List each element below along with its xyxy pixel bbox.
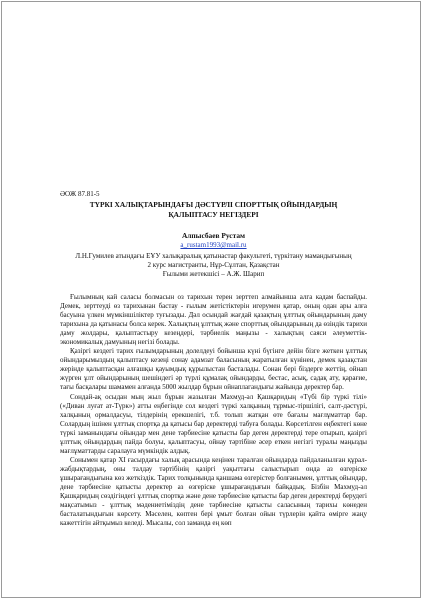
supervisor-line: Ғылыми жетекшісі – А.Ж. Шарип bbox=[162, 270, 265, 278]
author-email-link[interactable]: a_rustam1993@mail.ru bbox=[180, 241, 247, 249]
author-name: Алпысбаев Рустам bbox=[181, 231, 246, 240]
title-line-2: ҚАЛЫПТАСУ НЕГІЗДЕРІ bbox=[168, 209, 259, 219]
affiliation-line-1: Л.Н.Гумилев атындағы ЕҰУ халықаралық қатынастар факультеті, түркітану мамандығының bbox=[75, 252, 352, 260]
body-paragraph-1: Ғылымның кай саласы болмасын оз тарихын терен зерттеп алмайынша алга кадам баспайды. Демек, зерттеуді өз тарихынан бастау - ғылым жетістіктерін игерумен қатар, оның одан ары алға басуына үлкен мүмкіншіліктер туғызады. Дәл осындай жағдай қазақтың ұлттық ойындарының даму тарихына да қатынасы болса керек. Халықтың ұлттық және спорттық ойындарының да өзіндік тарихи даму жолдары, қалыптастыру кезеңдері, тәрбиелік маңызы - халықтың саяси әлеуметтік-экономикалық дамуының негізі болады. bbox=[60, 293, 367, 347]
body-paragraph-3: Сондай-ақ осыдан мың жыл бұрын жазылған Махмуд-әл Қашқаридың «Түбі бір түркі тілі» («Диван луғат ат-Түрк») атты еңбегінде сол кездегі түркі халқының тұрмыс-тіршілігі, салт-дәстүрі, халқының ормалдасуы, тілдерінің ерекшелігі, т.б. толып жатқан өте бағалы мағлұматтар бар. Солардың ішінен ұлттық спортқа да қатысы бар деректерді табуға болады. Көрсетілген еңбектегі көне түркі заманындағы ойындар мен дене тәрбиесіне қатысты бар деген деректерді тере отырып, қазіргі ұлттық ойындардың пайда болуы, қалыптасуы, ойнау тәртібіне әсер еткен негізгі туралы маңызды мағлұматтарды саралауға мүмкіндік алдық. bbox=[60, 392, 367, 455]
affiliation-line-2: 2 курс магистранты, Нұр-Сұлтан, Қазақстан bbox=[147, 261, 280, 269]
body-paragraph-4: Сонымен қатар XI ғасырдағы халық арасында кеңінен таралған ойындарда пайдаланылған құрал-жабдықтардың, оны талдау тәртібінің қазіргі уақыттағы салыстырып онда аз өзгеріске ұшырағандығына көз жеткіздік. Тарих толқынында қаншама өзгерістер болғанымен, ұлттық ойындар, дене тәрбиесіне қатысты деректер аз өзгеріске ұшырағандығын байқадық. Бізбін Махмуд-әл Қашқаридың сөздігіндегі ұлттық спортқа және дене тәрбиесіне қатысты бар деген деректерді берудегі мақсатымыз - ұлттық мәдениетіміздің дене тәрбиесіне қатысты саласының тарихы көнеден басталатындығын көрсету. Мәселен, көптен бері ұмыт болған ойын түрлерін қайта өмірге жаңу кажеттігін айтқымыз келеді. Мысалы, сол заманда ең көп bbox=[60, 455, 367, 528]
udc-code: ӘОЖ 87.81-5 bbox=[60, 190, 100, 198]
article-title bbox=[60, 200, 367, 219]
body-paragraph-2: Қазіргі кездегі тарих ғылымдарының долелдеуі бойынша күні бүгінге дейін бізге жеткен ұлттық ойындарымыздың қалыптасу кезеңі сонау адамзат баласының жаратылған күнінен, демек қазақстан жерінде қалыптасқан алғашқы қауымдық құрылыстан басталады. Сонан бері біздерге жеттің, ойнап жүрген ұлт ойындарының шешіндегі әр түрлі құмалақ ойындарды, бестас, асық, садақ ату, қарағие, тағы басқалары шамамен алғанда 5000 жылдар бұрын ойнаплагандығы жайында деректер бар. bbox=[60, 347, 367, 392]
document-page bbox=[1, 1, 421, 598]
section-gap bbox=[60, 279, 367, 293]
article-body bbox=[60, 190, 367, 528]
title-line-1: ТҮРКІ ХАЛЫҚТАРЫНДАҒЫ ДӘСТҮРЛІ СПОРТТЫҚ ОЙЫНДАРДЫҢ bbox=[89, 200, 338, 209]
